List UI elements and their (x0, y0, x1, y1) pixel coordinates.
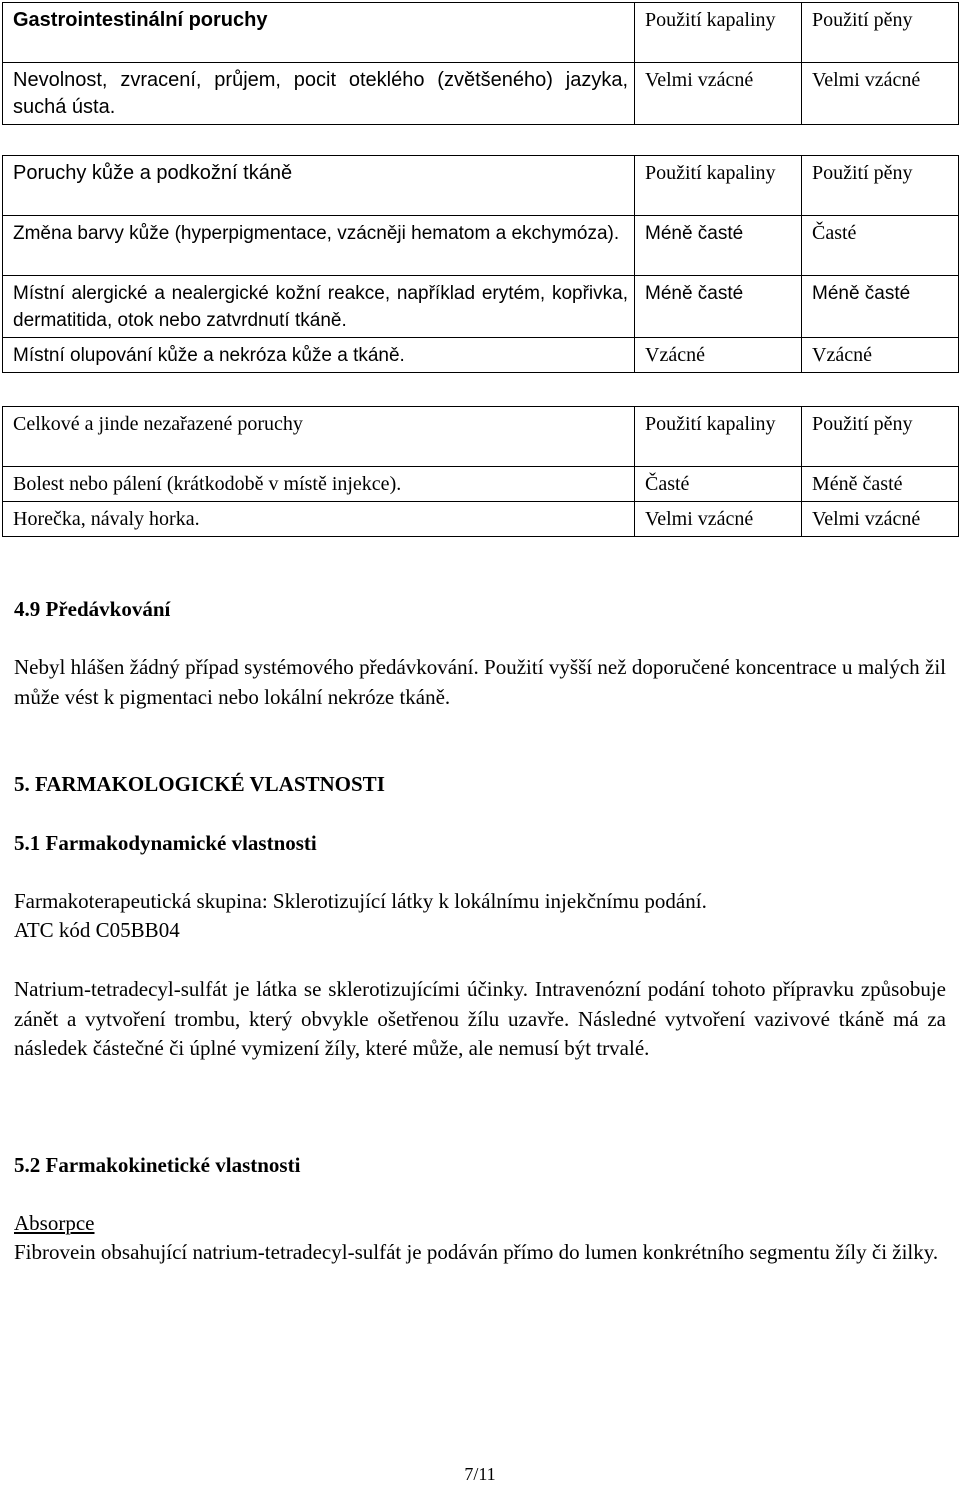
absorption-subheading: Absorpce (14, 1211, 95, 1235)
table-cell: Časté (802, 216, 959, 276)
table-header-cell: Použití pěny (802, 156, 959, 216)
table-cell: Velmi vzácné (635, 502, 802, 537)
table-header-cell: Použití kapaliny (635, 156, 802, 216)
table-cell: Změna barvy kůže (hyperpigmentace, vzácněji hematom a ekchymóza). (3, 216, 635, 276)
table-header-cell: Použití kapaliny (635, 3, 802, 63)
table-cell: Místní alergické a nealergické kožní reakce, například erytém, kopřivka, dermatitida, otok nebo zatvrdnutí tkáně. (3, 276, 635, 338)
section-heading-5-2: 5.2 Farmakokinetické vlastnosti (14, 1153, 301, 1177)
table-row (3, 467, 959, 502)
table-header-cell: Použití pěny (802, 407, 959, 467)
table-header-row (3, 3, 959, 63)
overdose-paragraph: Nebyl hlášen žádný případ systémového předávkování. Použití vyšší než doporučené koncentrace u malých žil může vést k pigmentaci nebo lokální nekróze tkáně. (14, 655, 946, 709)
table-cell: Vzácné (635, 338, 802, 373)
absorption-paragraph: Fibrovein obsahující natrium-tetradecyl-sulfát je podáván přímo do lumen konkrétního segmentu žíly či žilky. (14, 1240, 939, 1264)
table-cell: Místní olupování kůže a nekróza kůže a tkáně. (3, 338, 635, 373)
table-row (3, 63, 959, 125)
section-heading-5-1: 5.1 Farmakodynamické vlastnosti (14, 831, 317, 855)
gastrointestinal-table (2, 2, 959, 125)
table-header-cell: Poruchy kůže a podkožní tkáně (3, 156, 635, 216)
table-header-cell: Použití kapaliny (635, 407, 802, 467)
skin-disorders-table (2, 155, 959, 373)
table-cell: Vzácné (802, 338, 959, 373)
table-cell: Velmi vzácné (635, 63, 802, 125)
table-header-row (3, 156, 959, 216)
atc-code: ATC kód C05BB04 (14, 918, 180, 942)
table-cell: Bolest nebo pálení (krátkodobě v místě injekce). (3, 467, 635, 502)
page-number: 7/11 (464, 1464, 496, 1484)
pharmacotherapeutic-group: Farmakoterapeutická skupina: Sklerotizující látky k lokálnímu injekčnímu podání. (14, 889, 707, 913)
table-cell: Časté (635, 467, 802, 502)
table-header-row (3, 407, 959, 467)
section-heading-4-9: 4.9 Předávkování (14, 597, 171, 621)
table-row (3, 276, 959, 338)
table-header-cell: Celkové a jinde nezařazené poruchy (3, 407, 635, 467)
table-row (3, 216, 959, 276)
table-cell: Méně časté (635, 276, 802, 338)
table-cell: Méně časté (802, 467, 959, 502)
table-cell: Velmi vzácné (802, 63, 959, 125)
table-cell: Velmi vzácné (802, 502, 959, 537)
table-header-cell: Použití pěny (802, 3, 959, 63)
table-row (3, 338, 959, 373)
section-heading-5: 5. FARMAKOLOGICKÉ VLASTNOSTI (14, 772, 385, 796)
table-cell: Méně časté (802, 276, 959, 338)
table-cell: Méně časté (635, 216, 802, 276)
table-header-cell: Gastrointestinální poruchy (3, 3, 635, 63)
table-row (3, 502, 959, 537)
table-cell: Horečka, návaly horka. (3, 502, 635, 537)
pharmacodynamics-paragraph: Natrium-tetradecyl-sulfát je látka se sklerotizujícími účinky. Intravenózní podání tohoto přípravku způsobuje zánět a vytvoření trombu, který obvykle ošetřenou žílu uzavře. Následné vytvoření vazivové tkáně má za následek částečné či úplné vymizení žíly, které může, ale nemusí být trvalé. (14, 977, 946, 1060)
table-cell: Nevolnost, zvracení, průjem, pocit oteklého (zvětšeného) jazyka, suchá ústa. (3, 63, 635, 125)
general-disorders-table (2, 406, 959, 537)
